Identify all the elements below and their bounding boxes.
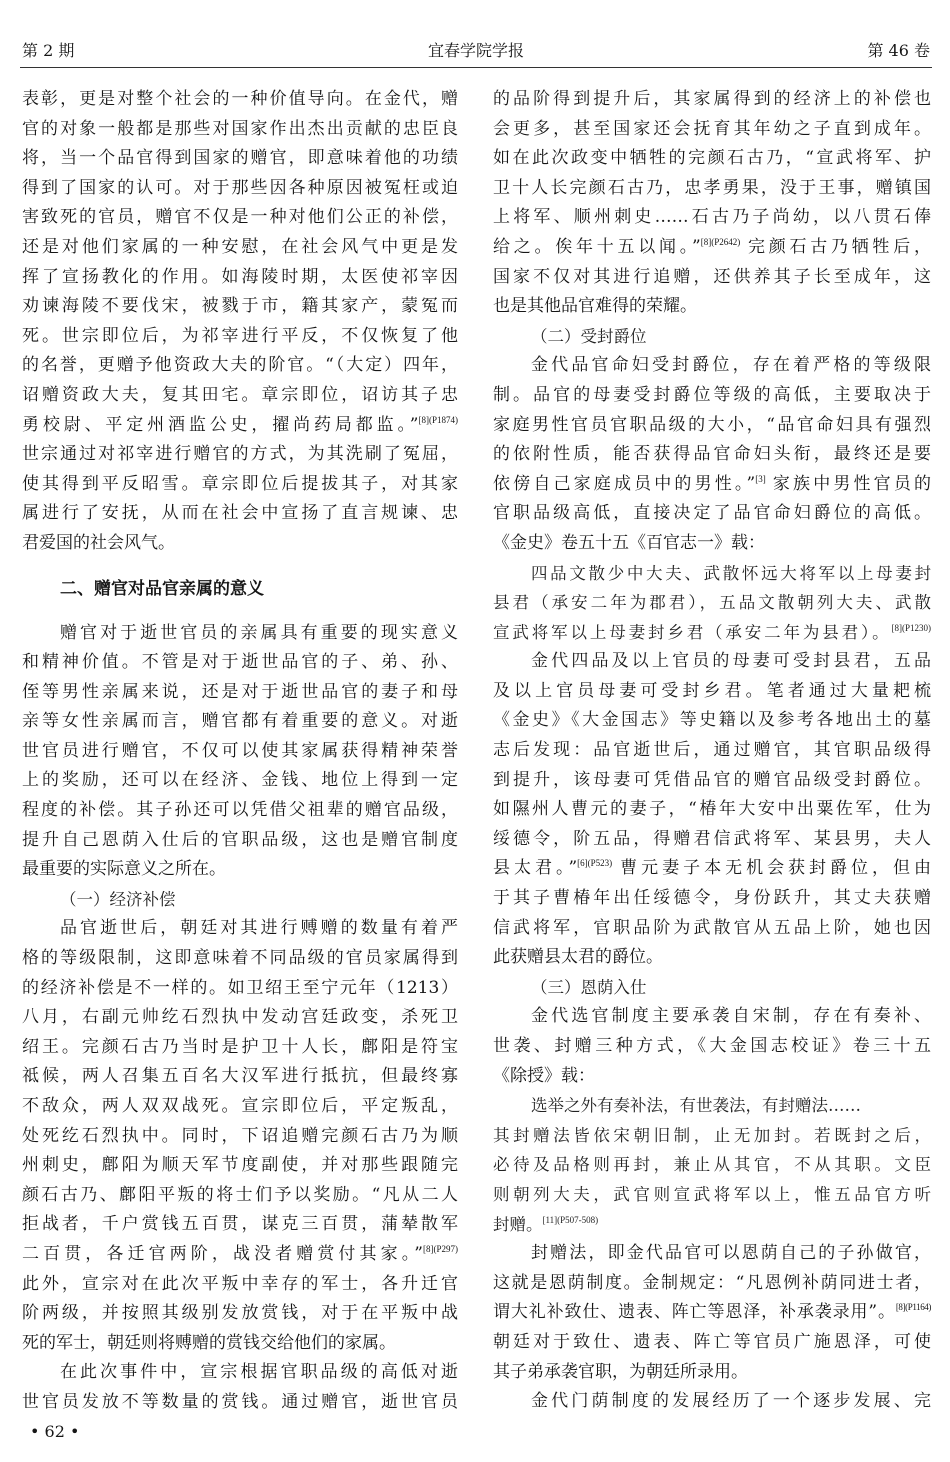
- line-text: 二百贯，各迁官两阶，战没者赠赏付其家。”: [22, 1243, 423, 1264]
- paragraph: [493, 1387, 931, 1417]
- block-quote: [493, 1091, 931, 1239]
- subsection-heading: （二）受封爵位: [531, 326, 647, 346]
- paragraph: [22, 914, 458, 1358]
- text-line: 信武将军，官职品阶为武散官从五品上阶，她也因: [493, 917, 931, 938]
- citation-ref: [8](P1230): [891, 622, 931, 633]
- citation-ref: [8](P1164): [895, 1302, 931, 1313]
- text-line: 表彰，更是对整个社会的一种价值导向。在金代，赠: [22, 89, 458, 109]
- citation-ref: [8](P1874): [418, 414, 458, 425]
- text-line: 使其得到平反昭雪。章宗即位后提拔其子，对其家: [22, 473, 458, 494]
- text-line: [493, 470, 931, 500]
- text-line: 封赠法，即金代品官可以恩荫自己的子孙做官，: [531, 1243, 931, 1264]
- text-line: 劝谏海陵不要伐宋，被戮于市，籍其家产，蒙冤而: [22, 296, 458, 317]
- text-line: 诏赠资政大夫，复其田宅。章宗即位，诏访其子忠: [22, 384, 458, 405]
- paragraph: [22, 85, 458, 559]
- text-line: 在此次事件中，宣宗根据官职品级的高低对逝: [60, 1362, 458, 1383]
- line-text: 依傍自己家庭成员中的男性。”: [493, 473, 756, 494]
- text-line: 《除授》载：: [493, 1065, 595, 1086]
- line-text: 县太君。”: [493, 858, 578, 879]
- running-header: [20, 40, 932, 68]
- line-text: 封赠。: [493, 1214, 543, 1234]
- line-text: 谓大礼补致仕、遗表、阵亡等恩泽，补承袭录用”。: [493, 1302, 896, 1323]
- citation-ref: [3]: [755, 473, 766, 484]
- text-line: [493, 1210, 931, 1240]
- text-line: [493, 618, 931, 648]
- text-line: 的依附性质，能否获得品官命妇头衔，最终还是要: [493, 444, 931, 465]
- text-line: 到提升，该母妻可凭借品官的赠官品级受封爵位。: [493, 769, 931, 790]
- text-line: 金代品官命妇受封爵位，存在着严格的等级限: [531, 355, 931, 376]
- text-line: 会更多，甚至国家还会抚育其年幼之子直到成年。: [493, 118, 931, 139]
- text-line: 上的奖励，还可以在经济、金钱、地位上得到一定: [22, 770, 458, 791]
- text-line: 官职品级高低，直接决定了品官命妇爵位的高低。: [493, 503, 931, 524]
- paragraph: [493, 1002, 931, 1091]
- text-line: 拒战者，千户赏钱五百贯，谋克三百贯，蒲辇散军: [22, 1214, 458, 1235]
- text-line: 君爱国的社会风气。: [22, 532, 175, 553]
- text-line: 提升自己恩荫入仕后的官职品级，这也是赠官制度: [22, 829, 458, 850]
- right-column: [493, 85, 931, 1417]
- text-line: 处死纥石烈执中。同时，下诏追赠完颜石古乃为顺: [22, 1125, 458, 1146]
- text-line: 颜石古乃、鄜阳平叛的将士们予以奖励。“凡从二人: [22, 1184, 458, 1205]
- text-line: 祗候，两人召集五百名大汉军进行抵抗，但最终寡: [22, 1066, 458, 1087]
- text-line: 八月，右副元帅纥石烈执中发动宫廷政变，杀死卫: [22, 1007, 458, 1028]
- text-line: 绍王。完颜石古乃当时是护卫十人长，鄜阳是符宝: [22, 1036, 458, 1057]
- text-line: 世官员发放不等数量的赏钱。通过赠官，逝世官员: [22, 1391, 458, 1412]
- text-line: 死。世宗即位后，为祁宰进行平反，不仅恢复了他: [22, 325, 458, 346]
- text-line: [493, 854, 931, 884]
- paragraph: [493, 85, 931, 322]
- text-line: 程度的补偿。其子孙还可以凭借父祖辈的赠官品级，: [22, 800, 458, 821]
- text-line: 选举之外有奏补法，有世袭法，有封赠法……: [531, 1096, 861, 1116]
- text-line: 则朝列大夫，武官则宣武将军以上，惟五品官方听: [493, 1184, 931, 1204]
- citation-ref: [11](P507-508): [542, 1214, 599, 1225]
- text-line: 属进行了安抚，从而在社会中宣扬了直言规谏、忠: [22, 503, 458, 524]
- text-line: 世袭、封赠三种方式，《大金国志校证》卷三十五: [493, 1036, 931, 1056]
- text-line: 如隰州人曹元的妻子，“椿年大安中出粟佐军，仕为: [493, 799, 931, 820]
- text-line: 不敌众，两人双双战死。宣宗即位后，平定叛乱，: [22, 1096, 458, 1116]
- text-line: 卫十人长完颜石古乃，忠孝勇果，没于王事，赠镇国: [493, 177, 931, 198]
- paragraph: [22, 1358, 458, 1417]
- text-line: 朝廷对于致仕、遗表、阵亡等官员广施恩泽，可使: [493, 1331, 931, 1352]
- text-line: 县君（承安二年为郡君），五品文散朝列大夫、武散: [493, 593, 931, 613]
- citation-ref: [8](P2642): [700, 236, 741, 247]
- line-text: 给之。俟年十五以闻。”: [493, 236, 701, 257]
- text-line: 金代门荫制度的发展经历了一个逐步发展、完: [531, 1391, 931, 1412]
- text-line: 品官逝世后，朝廷对其进行赙赠的数量有着严: [60, 918, 458, 939]
- text-line: 的名誉，更赠予他资政大夫的阶官。“（大定）四年，: [22, 355, 458, 376]
- paragraph: [493, 1239, 931, 1387]
- subsection-heading: （一）经济补偿: [60, 889, 176, 909]
- page-number: • 62 •: [30, 1422, 80, 1441]
- text-line: 官的对象一般都是那些对国家作出杰出贡献的忠臣良: [22, 118, 458, 139]
- line-text: 勇校尉、平定州酒监公史，擢尚药局都监。”: [22, 414, 419, 435]
- journal-title: 宜春学院学报: [427, 41, 524, 60]
- text-line: 于其子曹椿年出任绥德令，身份跃升，其丈夫获赠: [493, 888, 931, 909]
- text-line: 世宗通过对祁宰进行赠官的方式，为其洗刷了冤屈，: [22, 444, 458, 465]
- issue-number: 第 2 期: [22, 41, 75, 60]
- text-line: 《金史》《大金国志》等史籍以及参考各地出土的墓: [493, 710, 931, 731]
- text-line: 家庭男性官员官职品级的大小，“品官命妇具有强烈: [493, 414, 931, 435]
- paragraph: [493, 351, 931, 558]
- text-line: 这就是恩荫制度。金制规定：“凡恩例补荫同进士者，: [493, 1272, 931, 1293]
- line-text: 曹元妻子本无机会获封爵位，但由: [616, 858, 931, 879]
- text-line: 世官员进行赠官，不仅可以使其家属获得精神荣誉: [22, 740, 458, 761]
- text-line: 得到了国家的认可。对于那些因各种原因被冤枉或迫: [22, 177, 458, 198]
- line-text: 完颜石古乃牺牲后，: [744, 236, 931, 257]
- text-line: 此获赠县太君的爵位。: [493, 947, 663, 968]
- text-line: 其封赠法皆依宋朝旧制，止无加封。若既封之后，: [493, 1125, 931, 1145]
- text-line: 上将军、顺州刺史……石古乃子尚幼，以八贯石俸: [493, 207, 931, 228]
- text-line: 还是对他们家属的一种安慰，在社会风气中更是发: [22, 236, 458, 257]
- line-text: 宣武将军以上母妻封乡君（承安二年为县君）。: [493, 622, 892, 642]
- text-line: 和精神价值。不管是对于逝世品官的子、弟、孙、: [22, 652, 458, 673]
- section-heading: 二、赠官对品官亲属的意义: [60, 578, 264, 599]
- text-line: 的经济补偿是不一样的。如卫绍王至宁元年（1213）: [22, 977, 458, 998]
- text-line: 其子弟承袭官职，为朝廷所录用。: [493, 1361, 748, 1382]
- text-line: 制。品官的母妻受封爵位等级的高低，主要取决于: [493, 384, 931, 405]
- text-line: 死的军士，朝廷则将赙赠的赏钱交给他们的家属。: [22, 1332, 396, 1353]
- text-line: 志后发现：品官逝世后，通过赠官，其官职品级得: [493, 740, 931, 761]
- text-line: 害致死的官员，赠官不仅是一种对他们公正的补偿，: [22, 207, 458, 228]
- text-line: 绥德令，阶五品，得赠君信武将军、某县男，夫人: [493, 828, 931, 849]
- text-line: [493, 233, 931, 263]
- paragraph: [22, 619, 458, 885]
- text-line: [493, 1298, 931, 1328]
- text-line: 四品文散少中大夫、武散怀远大将军以上母妻封: [531, 563, 931, 583]
- text-line: 及以上官员母妻可受封乡君。笔者通过大量耙梳: [493, 680, 931, 701]
- text-line: [22, 411, 458, 441]
- text-line: 亲等女性亲属而言，赠官都有着重要的意义。对逝: [22, 711, 458, 732]
- subsection-heading: （三）恩荫入仕: [531, 977, 647, 997]
- text-line: 此外，宣宗对在此次平叛中幸存的军士，各升迁官: [22, 1273, 458, 1294]
- block-quote: [493, 559, 931, 648]
- citation-ref: [8](P297): [423, 1243, 458, 1254]
- text-line: 的品阶得到提升后，其家属得到的经济上的补偿也: [493, 89, 931, 109]
- text-line: 挥了宣扬教化的作用。如海陵时期，太医使祁宰因: [22, 266, 458, 287]
- text-line: 国家不仅对其进行追赠，还供养其子长至成年，这: [493, 266, 931, 287]
- citation-ref: [6](P523): [577, 858, 613, 869]
- paragraph: [493, 647, 931, 973]
- text-line: 如在此次政变中牺牲的完颜石古乃，“宣武将军、护: [493, 148, 931, 169]
- text-line: 赠官对于逝世官员的亲属具有重要的现实意义: [60, 622, 458, 643]
- text-line: 金代四品及以上官员的母妻可受封县君，五品: [531, 651, 931, 672]
- text-line: 也是其他品官难得的荣耀。: [493, 296, 697, 317]
- text-line: 金代选官制度主要承袭自宋制，存在有奏补、: [531, 1006, 931, 1027]
- volume-number: 第 46 卷: [867, 41, 930, 60]
- text-line: 州刺史，鄜阳为顺天军节度副使，并对那些跟随完: [22, 1155, 458, 1176]
- text-line: 将，当一个品官得到国家的赠官，即意味着他的功绩: [22, 148, 458, 169]
- left-column: [22, 85, 458, 1418]
- text-line: 《金史》卷五十五《百官志一》载：: [493, 532, 765, 553]
- line-text: 家族中男性官员的: [769, 473, 931, 494]
- text-line: 格的等级限制，这即意味着不同品级的官员家属得到: [22, 948, 458, 969]
- text-line: 侄等男性亲属来说，还是对于逝世品官的妻子和母: [22, 681, 458, 702]
- text-line: 阶两级，并按照其级别发放赏钱，对于在平叛中战: [22, 1303, 458, 1324]
- text-line: [22, 1240, 458, 1270]
- text-line: 最重要的实际意义之所在。: [22, 859, 226, 880]
- text-line: 必待及品格则再封，兼止从其官，不从其职。文臣: [493, 1155, 931, 1175]
